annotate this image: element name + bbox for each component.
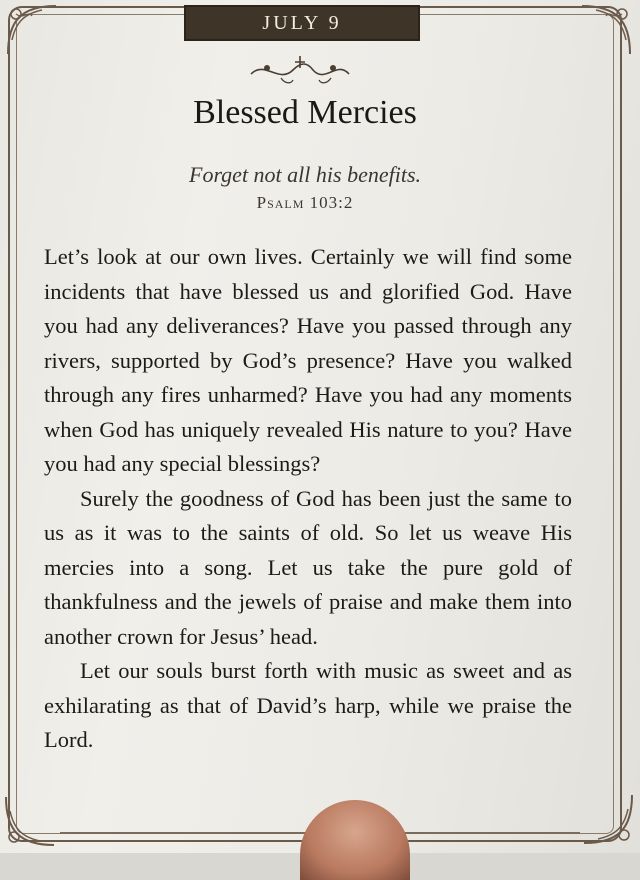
scroll-corner-icon [0,791,60,851]
scripture-verse: Forget not all his benefits. [189,162,421,187]
body-paragraph: Let’s look at our own lives. Certainly we will find some incidents that have blessed us and glorified God. Have you had any deliverances? Have you passed through any rivers, supported by God’s presence? Have you walked through any fires unharmed? Have you had any moments when God has uniquely revealed His nature to you? Have you had any special blessings? [44,244,572,476]
scroll-corner-icon [576,0,636,60]
scroll-corner-icon [2,0,62,60]
body-paragraph: Surely the goodness of God has been just the same to us as it was to the saints of old. So let us weave His mercies into a song. Let us take the pure gold of thankfulness and the jewels of praise and make them into another crown for Jesus’ head. [44,485,572,649]
devotional-title: Blessed Mercies [193,94,417,131]
floral-divider-icon [245,50,355,90]
body-paragraph: Let our souls burst forth with music as sweet and as exhilarating as that of David’s harp, while we praise the Lord. [44,658,572,752]
date-banner: JULY 9 [184,5,420,41]
devotional-body [44,240,572,758]
scripture-reference: Psalm 103:2 [256,193,354,212]
scroll-corner-icon [578,789,638,849]
